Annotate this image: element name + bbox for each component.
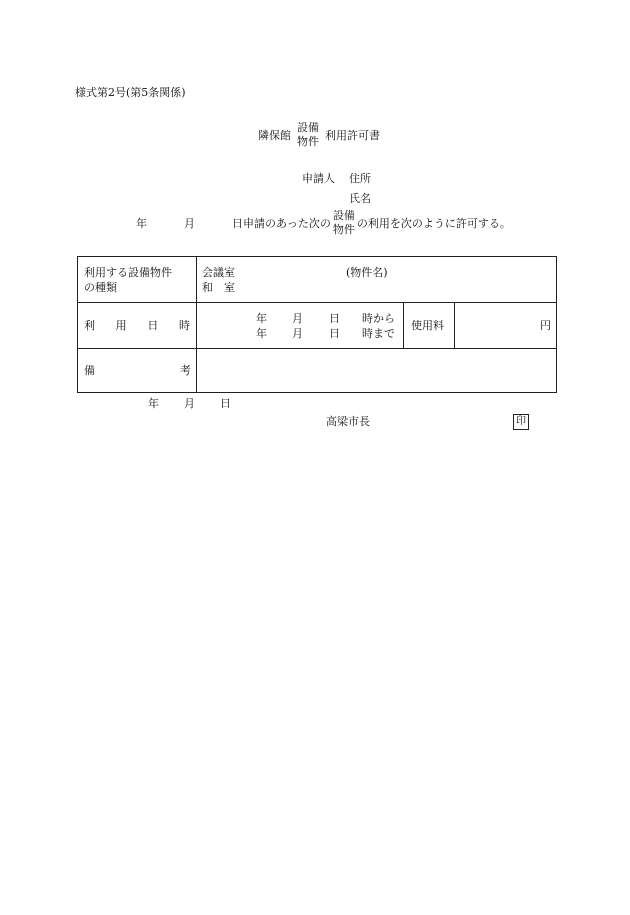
usage-datetime-label bbox=[84, 320, 190, 331]
fee-label-left-divider bbox=[403, 302, 404, 348]
footer-month: 月 bbox=[184, 397, 195, 410]
applicant-label: 申請人 bbox=[302, 172, 335, 185]
applicant-name-label: 氏名 bbox=[349, 192, 371, 205]
fee-label: 使用料 bbox=[411, 319, 444, 332]
title-type-top: 設備 bbox=[297, 121, 319, 135]
seal-mark: 印 bbox=[513, 414, 529, 430]
from-day: 日 bbox=[329, 312, 340, 325]
fee-label-right-divider bbox=[454, 302, 455, 348]
body-year: 年 bbox=[136, 216, 147, 230]
issuer-name: 高梁市長 bbox=[326, 415, 370, 428]
remarks-label-right: 考 bbox=[180, 364, 191, 377]
facility-type-label-text: 利用する設備物件 bbox=[84, 266, 172, 279]
option-meeting-room: 会議室 bbox=[202, 266, 235, 279]
row-divider-2 bbox=[78, 348, 556, 349]
title-facility: 隣保館 bbox=[258, 128, 291, 142]
to-time: 時まで bbox=[362, 327, 395, 340]
row-divider-1 bbox=[78, 302, 556, 303]
label-column-divider bbox=[196, 257, 197, 392]
body-type-stack bbox=[333, 209, 355, 237]
applicant-address-label: 住所 bbox=[349, 172, 371, 185]
from-time: 時から bbox=[362, 312, 395, 325]
footer-day: 日 bbox=[220, 397, 231, 410]
option-item-name-note: (物件名) bbox=[346, 266, 388, 279]
title-suffix: 利用許可書 bbox=[325, 128, 380, 142]
body-type-top: 設備 bbox=[332, 209, 355, 223]
body-middle: 日申請のあった次の bbox=[232, 216, 331, 230]
usage-label-char-1: 利 bbox=[84, 319, 95, 332]
option-japanese-room: 和 室 bbox=[202, 281, 235, 294]
fee-unit: 円 bbox=[540, 319, 551, 332]
facility-type-label-line1 bbox=[84, 267, 190, 278]
usage-label-char-4: 時 bbox=[178, 319, 190, 332]
title-type-stack bbox=[297, 121, 319, 149]
permission-sentence bbox=[136, 208, 511, 238]
body-type-bottom: 物件 bbox=[332, 223, 355, 236]
from-month: 月 bbox=[292, 312, 303, 325]
title-type-bottom: 物件 bbox=[297, 135, 319, 148]
usage-label-char-3: 日 bbox=[147, 319, 159, 332]
to-month: 月 bbox=[292, 327, 303, 340]
from-year: 年 bbox=[256, 312, 267, 325]
body-month: 月 bbox=[184, 216, 195, 230]
permit-table bbox=[77, 256, 557, 393]
usage-label-char-2: 用 bbox=[115, 319, 127, 332]
footer-year: 年 bbox=[148, 397, 159, 410]
facility-type-label-line2: の種類 bbox=[84, 281, 117, 294]
document-title bbox=[258, 120, 380, 150]
remarks-label-left: 備 bbox=[84, 364, 95, 377]
form-number: 様式第2号(第5条関係) bbox=[75, 86, 186, 99]
body-end: の利用を次のように許可する。 bbox=[356, 216, 511, 230]
to-year: 年 bbox=[256, 327, 267, 340]
to-day: 日 bbox=[329, 327, 340, 340]
